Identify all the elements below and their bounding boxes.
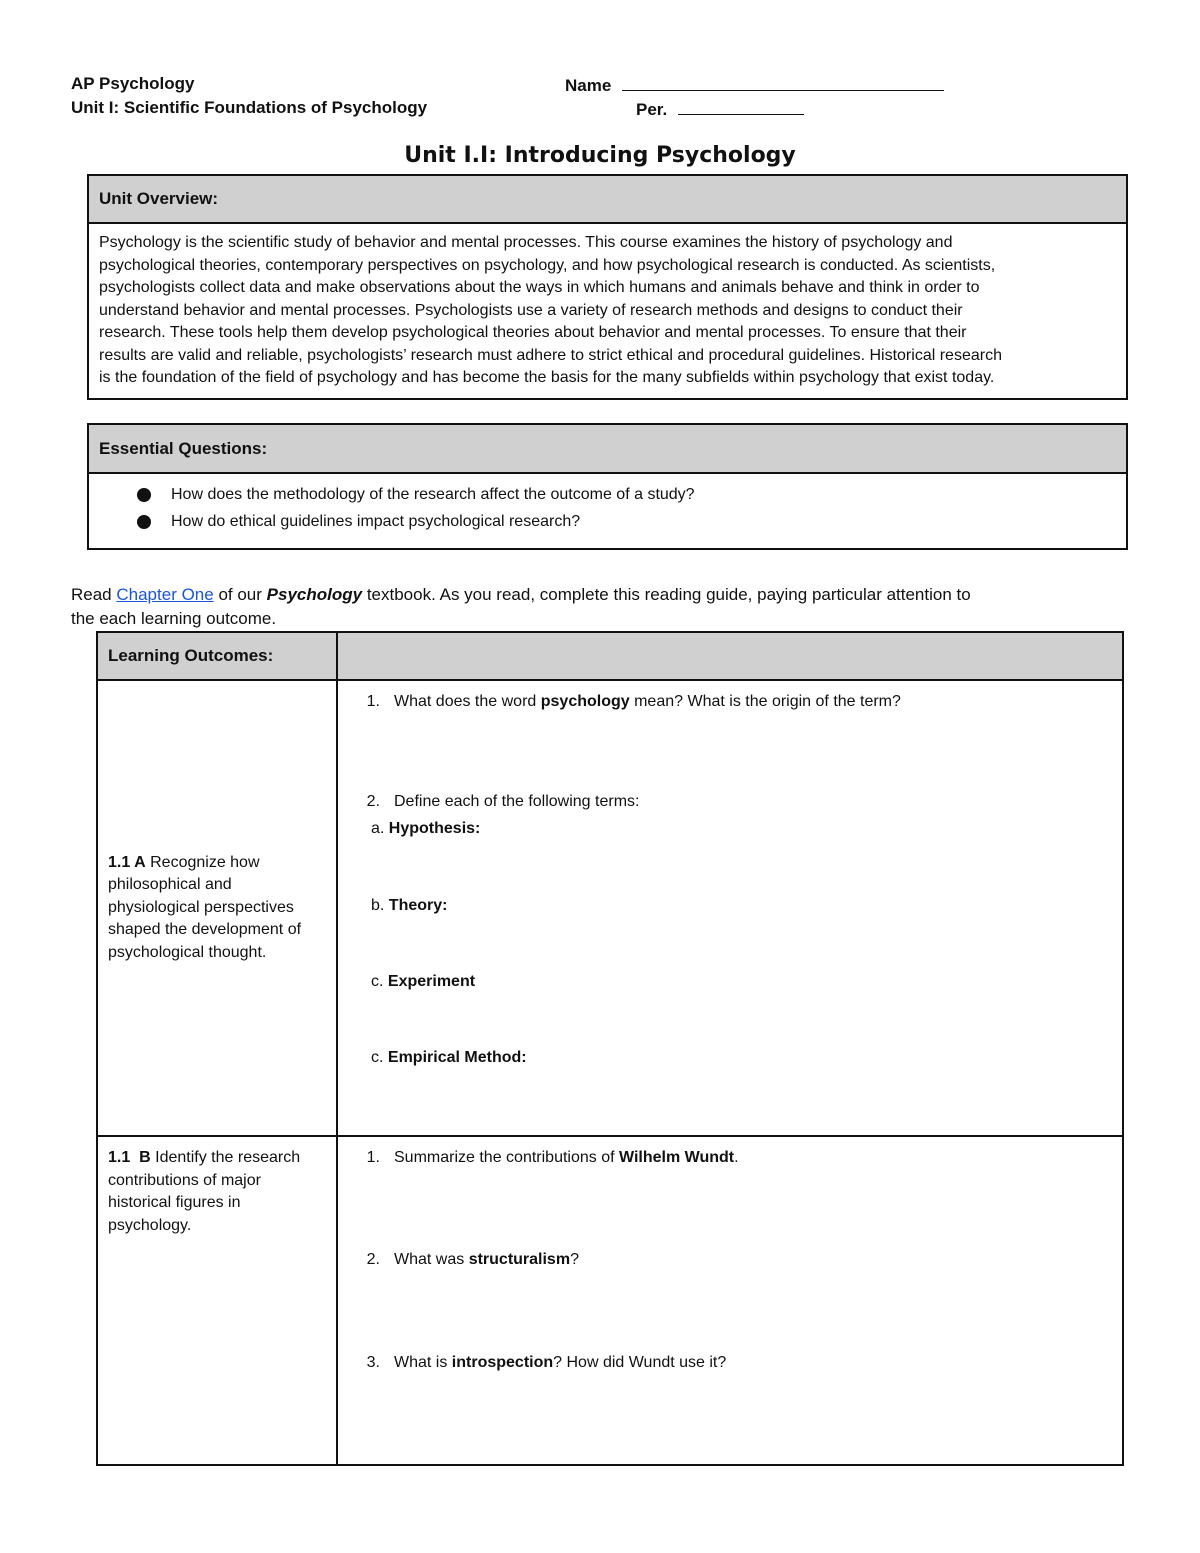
overview-line: psychological theories, contemporary perspectives on psychology, and how psychological research is conducted. As scientists,	[99, 256, 996, 274]
outcome-text: historical figures in	[108, 1194, 241, 1211]
question-text: .	[734, 1149, 739, 1166]
outcome-code: 1.1 A	[108, 853, 146, 871]
question-number: 3.	[366, 1354, 380, 1371]
overview-line: is the foundation of the field of psychology and has become the basis for the many subfields within psychology that exist today.	[99, 369, 995, 386]
question-number: 2.	[366, 793, 380, 810]
term-label: Theory:	[388, 897, 448, 914]
term-prefix: c.	[371, 1049, 384, 1066]
question-text: How do ethical guidelines impact psychological research?	[171, 513, 581, 530]
outcome-text: Recognize how	[150, 853, 260, 871]
learning-outcomes-header: Learning Outcomes:	[97, 632, 337, 680]
question-1	[344, 1149, 739, 1167]
chapter-one-link[interactable]: Chapter One	[116, 585, 214, 604]
bullet-icon	[137, 488, 151, 502]
outcome-text: physiological perspectives	[108, 898, 294, 916]
name-blank-line[interactable]	[622, 74, 944, 91]
term-prefix: c.	[371, 973, 384, 990]
name-label: Name	[565, 76, 612, 95]
question-text: What does the word	[394, 693, 541, 710]
course-name: AP Psychology	[71, 74, 195, 93]
question-text: ?	[570, 1251, 579, 1268]
outcome-text: psychology.	[108, 1216, 192, 1234]
unit-name: Unit I: Scientific Foundations of Psychology	[71, 98, 428, 117]
question-2	[344, 1251, 579, 1269]
question-3	[344, 1354, 726, 1372]
question-number: 1.	[366, 1149, 380, 1166]
overview-line: psychologists collect data and make observations about the ways in which humans and animals behave and think in order to	[99, 279, 980, 296]
question-text: What is	[394, 1354, 452, 1371]
outcome-cell	[97, 1136, 337, 1465]
question-text: ? How did Wundt use it?	[553, 1354, 727, 1371]
table-row	[97, 1136, 1123, 1465]
name-field[interactable]	[565, 74, 944, 96]
question-keyword: introspection	[451, 1354, 554, 1371]
outcome-code: 1.1 B	[108, 1149, 151, 1166]
term-label: Empirical Method:	[387, 1049, 527, 1066]
unit-overview-text	[89, 224, 1126, 390]
period-label: Per.	[636, 100, 668, 119]
question-text: Summarize the contributions of	[394, 1149, 619, 1166]
outcome-cell	[97, 680, 337, 1136]
outcome-text: contributions of major	[108, 1171, 261, 1189]
intro-line2: the each learning outcome.	[71, 609, 277, 628]
term-experiment	[371, 973, 475, 991]
header-blank-cell	[337, 632, 1123, 680]
overview-line: results are valid and reliable, psychologists’ research must adhere to strict ethical and procedural guidelines. Historical research	[99, 346, 1002, 364]
question-keyword: structuralism	[468, 1251, 571, 1268]
term-label: Hypothesis:	[388, 820, 481, 837]
term-label: Experiment	[387, 973, 476, 990]
overview-line: research. These tools help them develop psychological theories about behavior and mental processes. To ensure that their	[99, 324, 967, 341]
table-header-row	[97, 632, 1123, 680]
essential-questions-list	[89, 474, 1126, 538]
essential-questions-box	[87, 423, 1128, 550]
question-text: What was	[394, 1251, 469, 1268]
outcome-text: psychological thought.	[108, 943, 267, 961]
question-number: 1.	[366, 693, 380, 710]
list-item	[137, 484, 1126, 511]
period-field[interactable]	[636, 98, 804, 120]
question-1	[344, 693, 901, 711]
term-empirical-method	[371, 1049, 527, 1067]
term-theory	[371, 897, 447, 915]
term-prefix: a.	[371, 820, 385, 837]
overview-line: Psychology is the scientific study of behavior and mental processes. This course examines the history of psychology and	[99, 234, 953, 251]
question-number: 2.	[366, 1251, 380, 1268]
question-text: Define each of the following terms:	[394, 793, 640, 810]
question-text: mean? What is the origin of the term?	[629, 693, 901, 710]
question-text: How does the methodology of the research affect the outcome of a study?	[171, 486, 695, 503]
overview-line: understand behavior and mental processes. Psychologists use a variety of research methods and designs to conduct their	[99, 301, 963, 319]
question-2	[344, 793, 639, 811]
question-keyword: psychology	[540, 693, 630, 710]
outcome-text: philosophical and	[108, 876, 232, 894]
outcome-1-1b	[98, 1137, 336, 1237]
textbook-title: Psychology	[266, 585, 363, 604]
outcome-text: Identify the research	[155, 1149, 301, 1166]
page-title: Unit I.I: Introducing Psychology	[404, 143, 796, 168]
term-hypothesis	[371, 820, 480, 838]
term-prefix: b.	[371, 897, 385, 914]
outcome-1-1a	[98, 852, 336, 965]
unit-overview-heading: Unit Overview:	[89, 176, 1126, 224]
learning-outcomes-table	[96, 631, 1124, 1466]
intro-of-our: of our	[218, 585, 262, 604]
intro-rest: textbook. As you read, complete this reading guide, paying particular attention to	[366, 585, 971, 604]
bullet-icon	[137, 515, 151, 529]
questions-cell[interactable]	[337, 680, 1123, 1136]
questions-cell[interactable]	[337, 1136, 1123, 1465]
intro-read: Read	[71, 585, 112, 604]
question-keyword: Wilhelm Wundt	[619, 1149, 735, 1166]
outcome-text: shaped the development of	[108, 921, 302, 939]
table-row	[97, 680, 1123, 1136]
essential-questions-heading: Essential Questions:	[89, 425, 1126, 474]
reading-instructions	[71, 583, 1131, 631]
unit-overview-box	[87, 174, 1128, 400]
list-item	[137, 511, 1126, 538]
period-blank-line[interactable]	[678, 98, 804, 115]
